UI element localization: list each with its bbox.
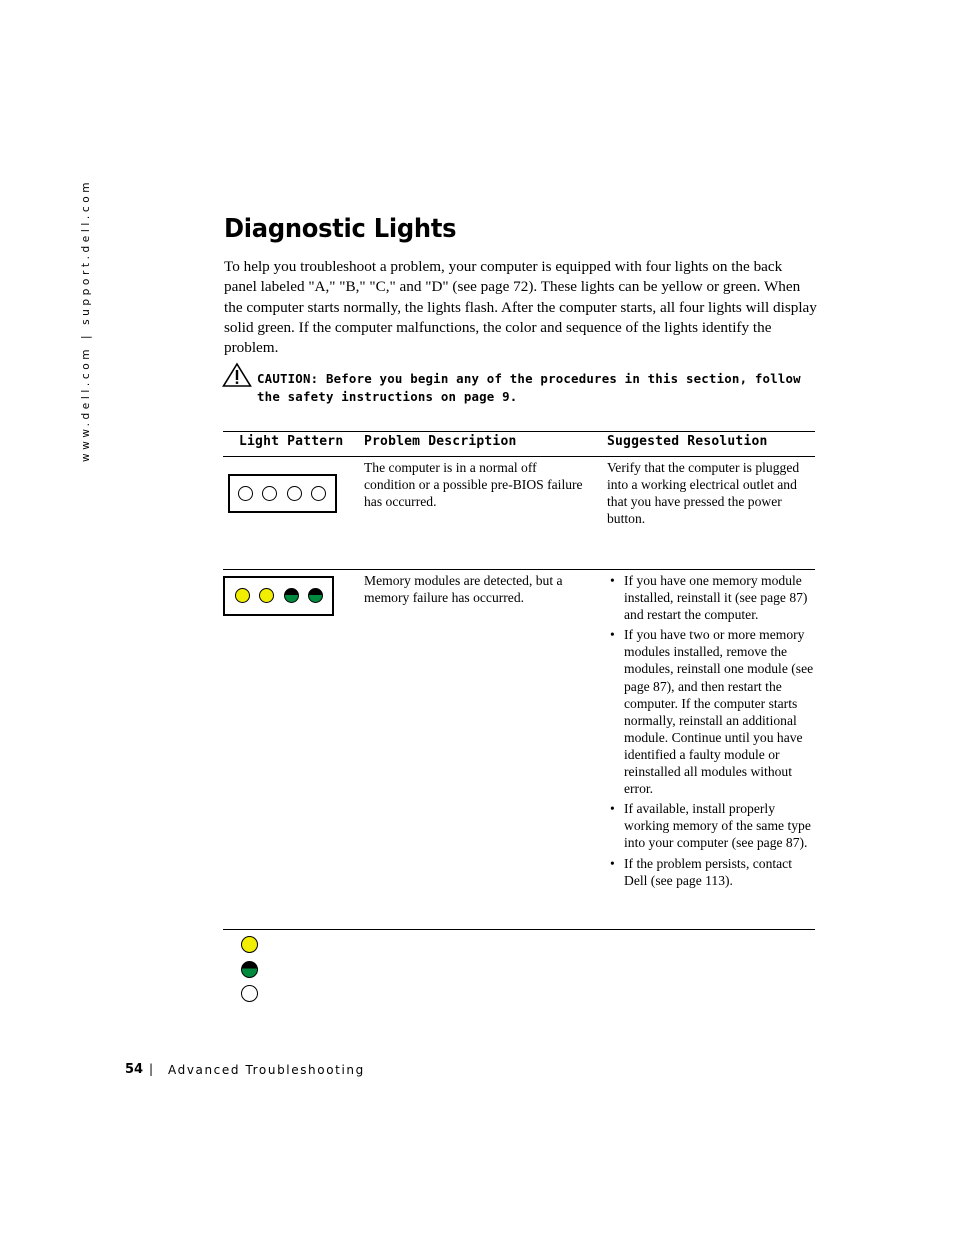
row-1-resolution: Verify that the computer is plugged into a working electrical outlet and that you have pressed the power button. bbox=[607, 460, 800, 527]
caution-text: CAUTION: Before you begin any of the procedures in this section, follow the safety instructions on page 9. bbox=[257, 371, 801, 404]
light-b-off bbox=[262, 486, 277, 501]
light-a-off bbox=[238, 486, 253, 501]
column-header-light-pattern: Light Pattern bbox=[239, 434, 344, 449]
footer-separator: | bbox=[149, 1062, 154, 1076]
list-item: • If available, install properly working memory of the same type into your computer (see page 87). bbox=[608, 800, 818, 851]
light-b-yellow bbox=[259, 588, 274, 603]
column-header-problem-description: Problem Description bbox=[364, 434, 517, 449]
column-header-suggested-resolution: Suggested Resolution bbox=[607, 434, 768, 449]
list-item: • If the problem persists, contact Dell (see page 113). bbox=[608, 855, 818, 889]
row-2-resolution-list bbox=[608, 572, 818, 892]
light-d-green bbox=[308, 588, 323, 603]
intro-paragraph: To help you troubleshoot a problem, your computer is equipped with four lights on the back panel labeled "A," "B," "C," and "D" (see page 72). These lights can be yellow or green. When the computer starts normally, the lights flash. After the computer starts, all four lights will display solid green. If the computer malfunctions, the color and sequence of the lights identify the problem. bbox=[224, 258, 817, 357]
page-title: Diagnostic Lights bbox=[224, 214, 457, 244]
table-header-rule bbox=[223, 456, 815, 457]
footer-section-title: Advanced Troubleshooting bbox=[168, 1063, 365, 1077]
light-pattern-yellow-yellow-green-green bbox=[223, 576, 334, 616]
light-pattern-all-off bbox=[228, 474, 337, 513]
sidebar-url: www.dell.com | support.dell.com bbox=[80, 178, 92, 462]
list-item: • If you have two or more memory modules installed, remove the modules, reinstall one module (see page 87), and then restart the computer. If the computer starts normally, reinstall an additional module. Continue until you have identified a faulty module or reinstalled all modules without error. bbox=[608, 626, 818, 797]
warning-triangle-icon bbox=[222, 362, 252, 388]
legend-yellow-light-icon bbox=[241, 936, 258, 953]
row-2-problem: Memory modules are detected, but a memory failure has occurred. bbox=[364, 573, 563, 606]
table-bottom-rule bbox=[223, 929, 815, 930]
light-c-green bbox=[284, 588, 299, 603]
light-c-off bbox=[287, 486, 302, 501]
list-item: • If you have one memory module installed, reinstall it (see page 87) and restart the computer. bbox=[608, 572, 818, 623]
row-1-problem: The computer is in a normal off condition or a possible pre-BIOS failure has occurred. bbox=[364, 460, 583, 510]
table-top-rule bbox=[223, 431, 815, 432]
legend-green-light-icon bbox=[241, 961, 258, 978]
page-number: 54 bbox=[125, 1062, 144, 1077]
row-divider bbox=[223, 569, 815, 570]
legend-off-light-icon bbox=[241, 985, 258, 1002]
light-a-yellow bbox=[235, 588, 250, 603]
light-d-off bbox=[311, 486, 326, 501]
